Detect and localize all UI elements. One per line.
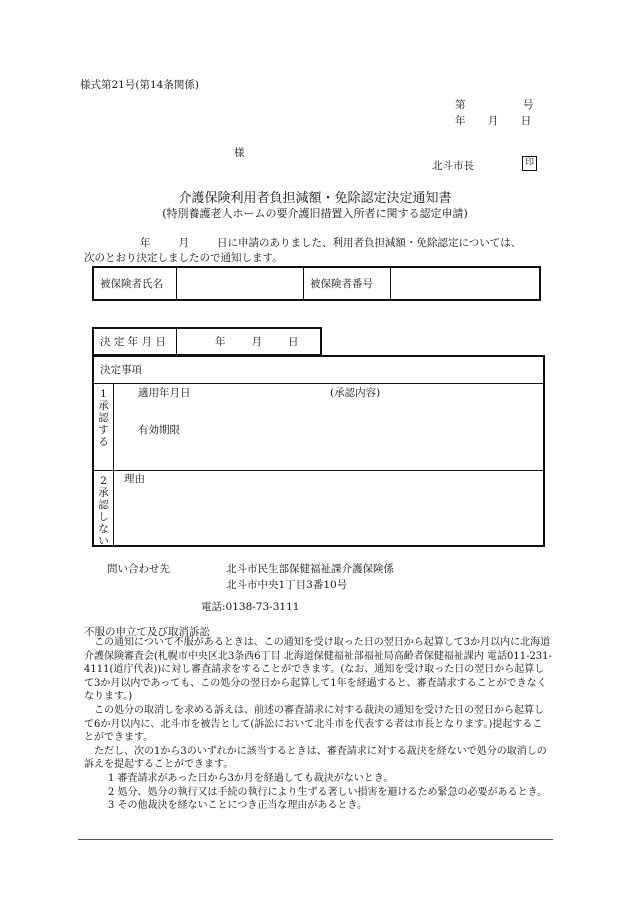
intro-month: 月	[178, 237, 189, 249]
intro-line1-tail: 日に申請のありました、利用者負担減額・免除認定については、	[217, 237, 522, 249]
contact-address: 北斗市中央1丁目3番10号	[226, 579, 348, 591]
apply-date-label: 適用年月日	[138, 387, 191, 399]
intro-year: 年	[140, 237, 151, 249]
appeal-paragraph-3: ただし、次の1から3のいずれかに該当するときは、審査請求に対する裁決を経ないで処分の取消しの訴えを提起することができます。	[84, 745, 547, 771]
document-title: 介護保険利用者負担減額・免除認定決定通知書	[178, 191, 452, 206]
insured-number-field[interactable]	[391, 267, 541, 300]
approve-section	[94, 384, 543, 471]
decision-date-label: 決 定 年 月 日	[93, 328, 177, 355]
date-month: 月	[487, 115, 499, 127]
decision-date-table	[92, 327, 322, 355]
insured-name-field[interactable]	[177, 267, 304, 300]
decision-date-field[interactable]	[177, 328, 322, 355]
deny-section	[94, 471, 543, 545]
appeal-text	[84, 636, 552, 813]
valid-period-label: 有効期限	[138, 424, 180, 436]
insured-number-label: 被保険者番号	[304, 267, 391, 300]
deny-vertical-label: 2 承 認 し な い	[94, 471, 114, 545]
appeal-title: 不服の申立て及び取消訴訟	[84, 626, 210, 638]
decision-date-year: 年	[215, 336, 226, 348]
form-number: 様式第21号(第14条関係)	[80, 79, 199, 91]
insured-table	[92, 266, 541, 301]
addressee-suffix: 様	[234, 147, 245, 159]
appeal-paragraph-1: この通知について不服があるときは、この通知を受け取った日の翌日から起算して3か月以内に北海道介護保険審査会(札幌市中央区北3条西6丁目 北海道保健福祉部福祉局高齢者保健福祉課内 電話011-231-4111(道庁代表))に対し審査請求をすることができます。(なお、通知を受け取った日の翌日から起算して3か月以内であっても、この処分の翌日から起算して1年を経過すると、審査請求することができなくなります。)	[84, 637, 552, 703]
seal-stamp: 印	[522, 156, 537, 171]
issuer: 北斗市長	[432, 160, 474, 172]
approve-vertical-label: 1 承 認 す る	[94, 384, 114, 470]
date-day: 日	[520, 115, 532, 127]
decision-table	[92, 355, 545, 547]
document-number-prefix: 第	[455, 99, 466, 111]
contact-office: 北斗市民生部保健福祉課介護保険係	[226, 563, 394, 575]
document-number	[455, 97, 534, 112]
decision-items-label: 決定事項	[94, 357, 543, 384]
intro-line2: 次のとおり決定しましたので通知します。	[84, 252, 283, 264]
intro-text	[84, 236, 554, 266]
decision-date-month: 月	[251, 336, 262, 348]
footer-divider	[78, 839, 553, 840]
insured-name-label: 被保険者氏名	[93, 267, 177, 300]
appeal-paragraph-2: この処分の取消しを求める訴えは、前述の審査請求に対する裁決の通知を受けた日の翌日から起算して6か月以内に、北斗市を被告として(訴訟において北斗市を代表する者は市長となります。)提起することができます。	[84, 704, 544, 744]
intro-line1	[84, 236, 554, 251]
contact-label: 問い合わせ先	[107, 563, 170, 575]
appeal-item-2: 2 処分、処分の執行又は手続の執行により生ずる著しい損害を避けるため緊急の必要があるとき。	[108, 786, 548, 798]
appeal-item-1: 1 審査請求があった日から3か月を経過しても裁決がないとき。	[108, 772, 394, 784]
appeal-item-3: 3 その他裁決を経ないことにつき正当な理由があるとき。	[108, 800, 367, 812]
decision-date-day: 日	[288, 336, 299, 348]
document-number-suffix: 号	[523, 99, 534, 111]
document-date	[455, 113, 550, 128]
reason-label: 理由	[124, 473, 145, 485]
date-year: 年	[455, 115, 466, 127]
document-subtitle: (特別養護老人ホームの要介護旧措置入所者に関する認定申請)	[162, 207, 468, 220]
contact-phone: 電話:0138-73-3111	[201, 601, 300, 613]
approval-content-label: (承認内容)	[330, 387, 381, 399]
